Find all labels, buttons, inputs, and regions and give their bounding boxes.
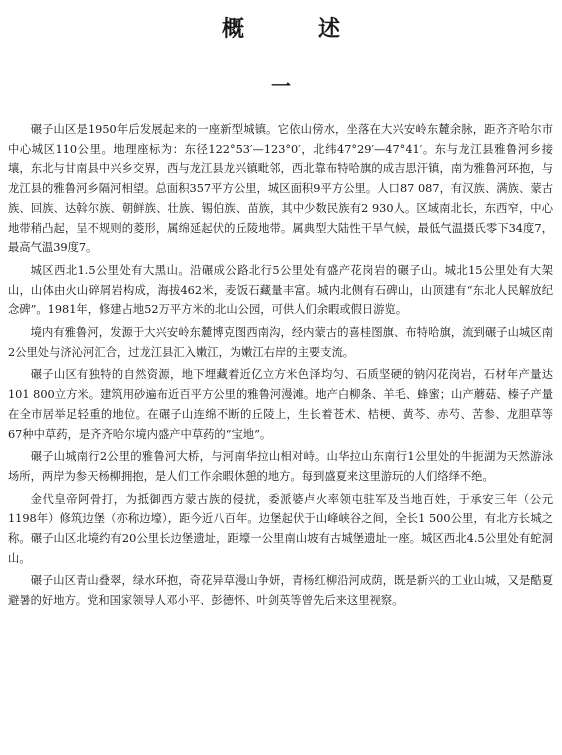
paragraph: 金代皇帝阿骨打，为抵御西方蒙古族的侵扰，委派婆卢火率领屯驻军及当地百姓，于承安三年（公元1198年）修筑边堡（亦称边壕），距今近八百年。边堡起伏于山峰峡谷之间，全长1 500公里，有北方长城之称。碾子山区北境约有20公里长边堡遗址，距壕一公里南山坡有古城堡遗址一座。城区西北4.5公里处有蛇洞山。 (8, 492, 553, 565)
section-number: 一 (271, 74, 291, 98)
paragraph: 城区西北1.5公里处有大黑山。沿碾成公路北行5公里处有盛产花岗岩的碾子山。城北15公里处有大架山，山体由火山碎屑岩构成，海拔462米，麦饭石藏量丰富。城内北侧有石碑山，山顶建有“东北人民解放纪念碑”。1981年，修建占地52万平方米的北山公园，可供人们余暇或假日游览。 (8, 263, 553, 317)
paragraph: 碾子山城南行2公里的雅鲁河大桥，与河南华拉山相对峙。山华拉山东南行1公里处的牛扼湖为天然游泳场所，两岸为参天杨柳拥抱，是人们工作余暇休憩的地方。每到盛夏来这里游玩的人们络绎不绝。 (8, 450, 553, 483)
page-title: 概 述 (221, 17, 366, 42)
paragraph: 境内有雅鲁河，发源于大兴安岭东麓博克图西南沟，经内蒙古的喜桂图旗、布特哈旗，流到碾子山城区南2公里处与济沁河汇合，过龙江县汇入嫩江，为嫩江右岸的主要支流。 (8, 326, 553, 359)
paragraph: 碾子山区是1950年后发展起来的一座新型城镇。它依山傍水，坐落在大兴安岭东麓余脉，距齐齐哈尔市中心城区110公里。地理座标为：东径122°53′—123°0′，北纬47°29′—47°41′。东与龙江县雅鲁河乡接壤，东北与甘南县中兴乡交界，西与龙江县龙兴镇毗邻，西北靠布特哈旗的成吉思汗镇，南为雅鲁河环抱，与龙江县的雅鲁河乡隔河相望。总面积357平方公里，城区面积9平方公里。人口87 087，有汉族、满族、蒙古族、回族、达斡尔族、朝鲜族、壮族、锡伯族、苗族，其中少数民族有2 930人。区域南北长，东西窄，中心地带稍凸起，呈不规则的菱形，属绵延起伏的丘陵地带。属典型大陆性干旱气候，最低气温摄氏零下34度7，最高气温39度7。 (8, 123, 553, 255)
paragraph: 碾子山区青山叠翠，绿水环抱，奇花异草漫山争妍，青杨红柳沿河成荫，既是新兴的工业山城，又是酷夏避暑的好地方。党和国家领导人邓小平、彭德怀、叶剑英等曾先后来这里视察。 (8, 574, 553, 608)
body-text (8, 120, 553, 614)
paragraph: 碾子山区有独特的自然资源，地下埋藏着近亿立方米色泽均匀、石质坚硬的钠闪花岗岩，石材年产量达101 800立方米。建筑用砂遍布近百平方公里的雅鲁河漫滩。地产白柳条、羊毛、蜂蜜；山产蘑菇、榛子产量在全市居举足轻重的地位。在碾子山连绵不断的丘陵上，生长着苍术、桔梗、黄芩、赤芍、苦参、龙胆草等67种中草药，是齐齐哈尔境内盛产中草药的“宝地”。 (8, 368, 553, 441)
